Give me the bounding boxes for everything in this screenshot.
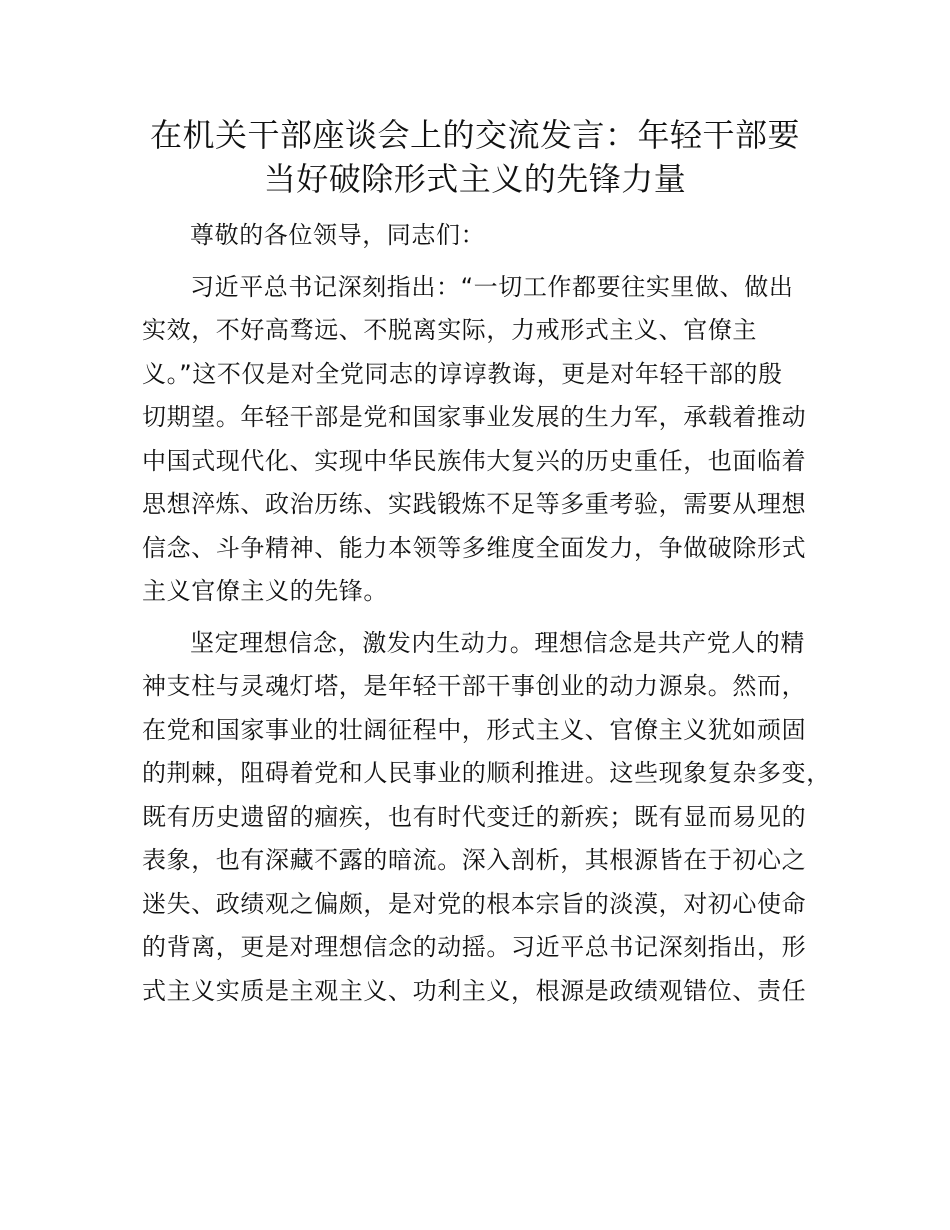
text-line: 神支柱与灵魂灯塔，是年轻干部干事创业的动力源泉。然而， bbox=[142, 672, 807, 700]
paragraph-2 bbox=[142, 622, 832, 1014]
text-line: 尊敬的各位领导，同志们： bbox=[190, 221, 486, 249]
text-line: 主义官僚主义的先锋。 bbox=[142, 577, 388, 605]
title-line-2: 当好破除形式主义的先锋力量 bbox=[263, 160, 687, 198]
text-line: 既有历史遗留的痼疾，也有时代变迁的新疾；既有显而易见的 bbox=[142, 802, 807, 831]
text-line: 义。”这不仅是对全党同志的谆谆教诲，更是对年轻干部的殷 bbox=[142, 359, 783, 388]
title-line-1: 在机关干部座谈会上的交流发言：年轻干部要 bbox=[149, 116, 800, 154]
text-line: 表象，也有深藏不露的暗流。深入剖析，其根源皆在于初心之 bbox=[142, 846, 807, 874]
text-line: 坚定理想信念，激发内生动力。理想信念是共产党人的精 bbox=[190, 628, 805, 657]
text-line: 的荆棘，阻碍着党和人民事业的顺利推进。这些现象复杂多变， bbox=[142, 759, 831, 787]
text-line: 实效，不好高骛远、不脱离实际，力戒形式主义、官僚主 bbox=[142, 316, 757, 344]
text-line: 中国式现代化、实现中华民族伟大复兴的历史重任，也面临着 bbox=[142, 446, 807, 475]
paragraph-1 bbox=[142, 266, 832, 614]
text-line: 迷失、政绩观之偏颇，是对党的根本宗旨的淡漠，对初心使命 bbox=[142, 889, 807, 918]
paragraph-salutation bbox=[142, 214, 832, 258]
document-body bbox=[142, 214, 832, 1013]
text-line: 信念、斗争精神、能力本领等多维度全面发力，争做破除形式 bbox=[142, 533, 807, 562]
text-line: 在党和国家事业的壮阔征程中，形式主义、官僚主义犹如顽固 bbox=[142, 715, 807, 744]
text-line: 思想淬炼、政治历练、实践锻炼不足等多重考验，需要从理想 bbox=[142, 490, 807, 518]
text-line: 的背离，更是对理想信念的动摇。习近平总书记深刻指出，形 bbox=[142, 933, 807, 961]
text-line: 式主义实质是主观主义、功利主义，根源是政绩观错位、责任 bbox=[142, 976, 807, 1005]
text-line: 习近平总书记深刻指出：“一切工作都要往实里做、做出 bbox=[190, 272, 794, 301]
document-title bbox=[120, 113, 830, 201]
text-line: 切期望。年轻干部是党和国家事业发展的生力军，承载着推动 bbox=[142, 403, 807, 431]
